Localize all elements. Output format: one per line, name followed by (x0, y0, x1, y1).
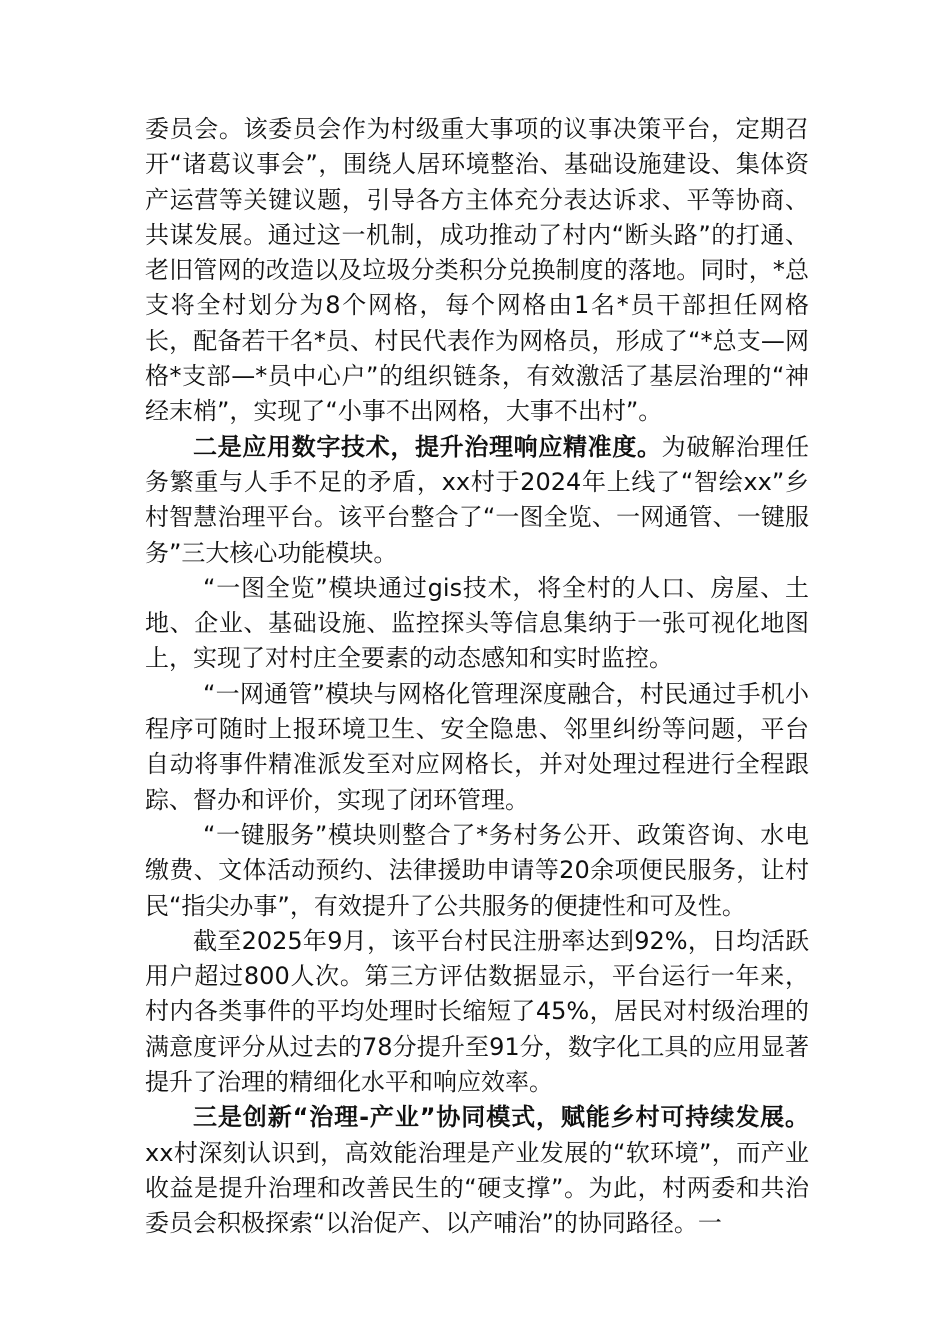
document-body (145, 112, 809, 1242)
paragraph-text-industry-synergy: xx村深刻认识到，高效能治理是产业发展的“软环境”，而产业收益是提升治理和改善民生的“硬支撑”。为此，村两委和共治委员会积极探索“以治促产、以产哺治”的协同路径。一 (145, 1138, 809, 1238)
paragraph-heading-industry-synergy: 三是创新“治理-产业”协同模式，赋能乡村可持续发展。 (193, 1103, 809, 1132)
paragraph-committee: 委员会。该委员会作为村级重大事项的议事决策平台，定期召开“诸葛议事会”，围绕人居环境整治、基础设施建设、集体资产运营等关键议题，引导各方主体充分表达诉求、平等协商、共谋发展。通过这一机制，成功推动了村内“断头路”的打通、老旧管网的改造以及垃圾分类积分兑换制度的落地。同时，*总支将全村划分为8个网格，每个网格由1名*员干部担任网格长，配备若干名*员、村民代表作为网格员，形成了“*总支—网格*支部—*员中心户”的组织链条，有效激活了基层治理的“神经末梢”，实现了“小事不出网格，大事不出村”。 (145, 115, 809, 426)
paragraph-map-module: “一图全览”模块通过gis技术，将全村的人口、房屋、土地、企业、基础设施、监控探头等信息集纳于一张可视化地图上，实现了对村庄全要素的动态感知和实时监控。 (145, 573, 809, 673)
paragraph-digital-tech (145, 430, 809, 571)
paragraph-industry-synergy (145, 1100, 809, 1241)
paragraph-heading-digital-tech: 二是应用数字技术，提升治理响应精准度。 (193, 432, 662, 461)
paragraph-service-module: “一键服务”模块则整合了*务村务公开、政策咨询、水电缴费、文体活动预约、法律援助申请等20余项便民服务，让村民“指尖办事”，有效提升了公共服务的便捷性和可及性。 (145, 820, 809, 920)
paragraph-network-module: “一网通管”模块与网格化管理深度融合，村民通过手机小程序可随时上报环境卫生、安全隐患、邻里纠纷等问题，平台自动将事件精准派发至对应网格长，并对处理过程进行全程跟踪、督办和评价，实现了闭环管理。 (145, 679, 809, 814)
paragraph-text-digital-tech: 为破解治理任务繁重与人手不足的矛盾，xx村于2024年上线了“智绘xx”乡村智慧治理平台。该平台整合了“一图全览、一网通管、一键服务”三大核心功能模块。 (145, 432, 810, 567)
paragraph-statistics: 截至2025年9月，该平台村民注册率达到92%，日均活跃用户超过800人次。第三方评估数据显示，平台运行一年来，村内各类事件的平均处理时长缩短了45%，居民对村级治理的满意度评分从过去的78分提升至91分，数字化工具的应用显著提升了治理的精细化水平和响应效率。 (145, 926, 809, 1097)
